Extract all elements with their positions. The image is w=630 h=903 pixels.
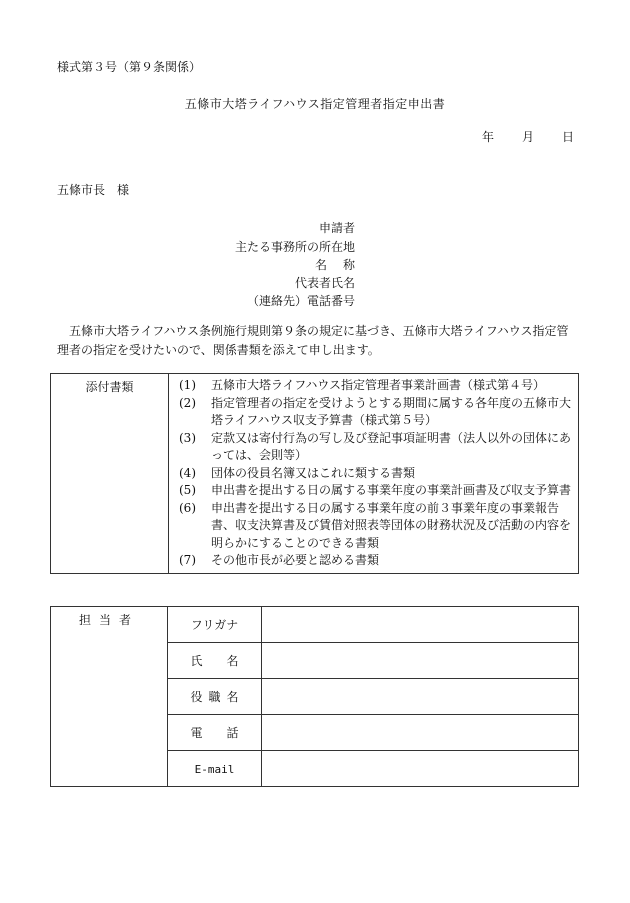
email-label [168,751,262,787]
position-label-text: 役職名 [190,690,245,704]
furigana-label-text: フリガナ [190,618,239,632]
attachment-number: (2) [179,395,196,410]
form-number: 様式第３号（第９条関係） [57,60,202,74]
attachment-text: 申出書を提出する日の属する事業年度の前３事業年度の事業報告書、収支決算書及び賃借対照表等団体の財務状況及び活動の内容を明らかにすることのできる書類 [211,500,572,550]
attachment-text: 定款又は寄付行為の写し及び登記事項証明書（法人以外の団体にあっては、会則等） [211,430,572,462]
body-text: 五條市大塔ライフハウス条例施行規則第９条の規定に基づき、五條市大塔ライフハウス指定管理者の指定を受けたいので、関係書類を添えて申し出ます。 [57,324,569,357]
attachment-item [179,377,572,395]
phone-label [168,715,262,751]
attachment-number: (5) [179,483,196,497]
attachment-number: (6) [179,500,196,515]
attachment-item [179,465,572,483]
email-label-text: E-mail [194,762,235,776]
email-field[interactable] [262,751,579,787]
attachment-item [179,430,572,465]
phone-field[interactable] [262,715,579,751]
name-label [168,643,262,679]
addressee: 五條市長 様 [57,183,130,197]
date-day: 日 [561,130,574,144]
attachment-text: 団体の役員名簿又はこれに類する書類 [211,465,416,480]
furigana-label [168,607,262,643]
applicant-representative-label: 代表者氏名 [294,276,355,290]
attachment-text: 指定管理者の指定を受けようとする期間に属する各年度の五條市大塔ライフハウス収支予算書（様式第５号） [211,395,572,427]
document-title: 五條市大塔ライフハウス指定管理者指定申出書 [184,97,446,111]
name-label-text: 氏名 [190,654,263,668]
contact-person-label: 担当者 [51,607,168,787]
attachment-number: (4) [179,465,196,480]
name-field[interactable] [262,643,579,679]
phone-label-text: 電話 [190,726,263,740]
attachments-table [50,373,579,574]
attachment-text: その他市長が必要と認める書類 [211,553,380,567]
attachment-item [179,395,572,430]
attachments-label: 添付書類 [51,374,169,574]
contact-person-table [50,606,579,787]
applicant-name-text: 名称 [314,258,371,272]
furigana-field[interactable] [262,607,579,643]
attachment-text: 五條市大塔ライフハウス指定管理者事業計画書（様式第４号） [211,378,545,392]
attachment-item [179,482,572,500]
attachments-list [169,374,579,574]
date-line [482,128,574,145]
attachment-item [179,552,572,570]
applicant-name-label [314,256,371,273]
date-month: 月 [521,130,534,144]
applicant-phone-label: （連絡先）電話番号 [246,294,355,308]
attachment-number: (7) [179,553,196,567]
applicant-address-label: 主たる事務所の所在地 [234,240,355,254]
date-year: 年 [481,130,494,144]
attachment-text: 申出書を提出する日の属する事業年度の事業計画書及び収支予算書 [211,483,572,497]
applicant-heading: 申請者 [318,221,355,235]
attachment-item [179,500,572,553]
attachment-number: (1) [179,378,196,392]
attachment-number: (3) [179,430,196,445]
position-field[interactable] [262,679,579,715]
position-label [168,679,262,715]
